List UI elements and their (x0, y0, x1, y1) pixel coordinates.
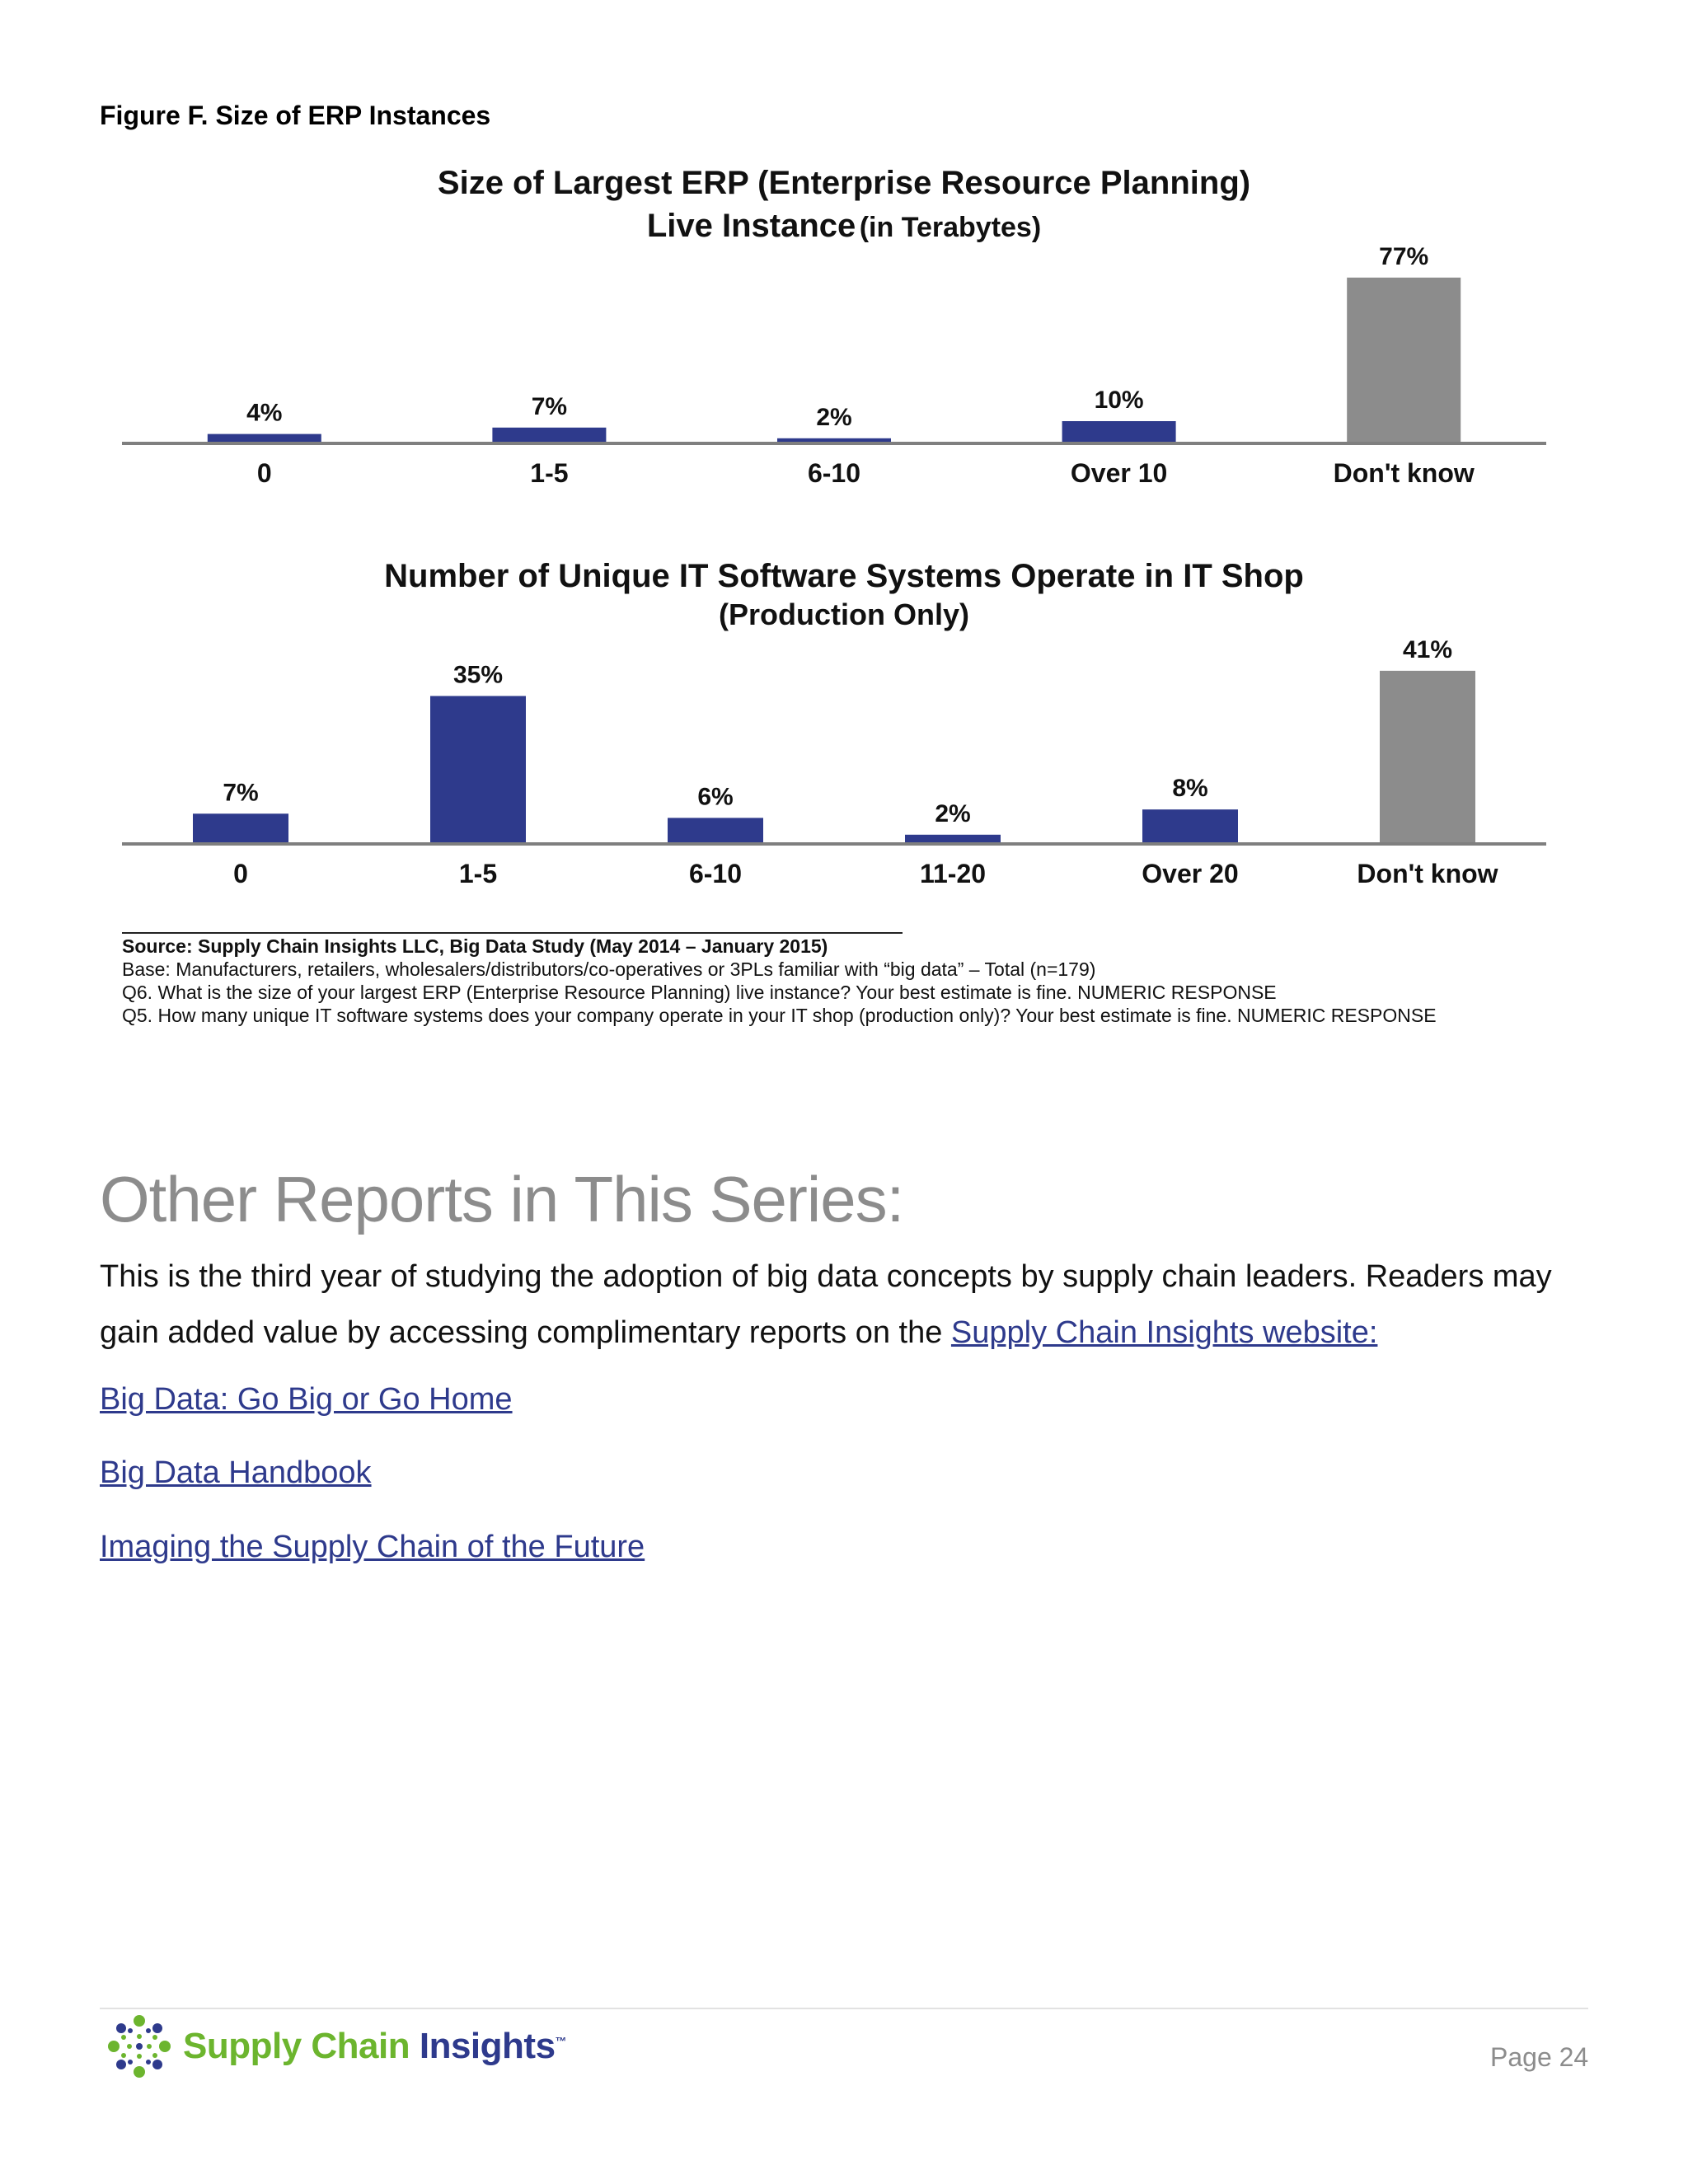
bar-1 (492, 428, 606, 443)
bar-1 (430, 696, 526, 844)
data-label-4: 8% (1172, 775, 1208, 803)
category-label-1: 1-5 (458, 859, 498, 888)
data-label-1: 7% (531, 392, 568, 420)
report-link-future[interactable]: Imaging the Supply Chain of the Future (100, 1530, 645, 1564)
category-label-2: 6-10 (807, 458, 861, 488)
data-label-0: 7% (223, 779, 259, 807)
chart-subtitle-unit: (in Terabytes) (859, 212, 1042, 243)
data-label-2: 6% (697, 783, 734, 811)
page-number: Page 24 (1490, 2042, 1589, 2072)
category-label-4: Don't know (1333, 458, 1475, 488)
question-q5: Q5. How many unique IT software systems does your company operate in your IT shop (production only)? Your best estimate is fine. NUMERIC RESPONSE (122, 1005, 1437, 1026)
chart-title: Number of Unique IT Software Systems Operate in IT Shop (384, 558, 1304, 594)
category-label-3: 11-20 (919, 859, 987, 888)
trademark-symbol: ™ (555, 2034, 567, 2048)
source-line: Source: Supply Chain Insights LLC, Big Data Study (May 2014 – January 2015) (122, 935, 828, 957)
data-label-1: 35% (452, 661, 504, 689)
source-divider (122, 932, 903, 934)
category-label-4: Over 20 (1142, 859, 1239, 888)
chart-subtitle (647, 208, 1041, 244)
intro-paragraph (100, 1249, 1616, 1361)
section-heading: Other Reports in This Series: (100, 1163, 904, 1235)
bar-3 (1062, 421, 1176, 443)
logo-icon (104, 2011, 175, 2082)
bar-3 (905, 835, 1001, 843)
category-label-1: 1-5 (530, 458, 569, 488)
logo-wordmark (183, 2026, 566, 2067)
footer-divider (100, 2008, 1588, 2009)
bar-5 (1380, 671, 1475, 843)
base-line: Base: Manufacturers, retailers, wholesalers/distributors/co-operatives or 3PLs familiar with “big data” – Total (n=179) (122, 958, 1096, 980)
data-label-5: 41% (1402, 635, 1453, 663)
bar-0 (208, 434, 321, 443)
question-q6: Q6. What is the size of your largest ERP (Enterprise Resource Planning) live instance? Your best estimate is fine. NUMERIC RESPONSE (122, 982, 1277, 1003)
category-label-5: Don't know (1357, 859, 1498, 888)
chart-title: Size of Largest ERP (Enterprise Resource Planning) (437, 165, 1251, 201)
website-link[interactable]: Supply Chain Insights website: (950, 1315, 1378, 1350)
data-label-3: 10% (1094, 387, 1144, 414)
bar-4 (1142, 809, 1238, 843)
bar-2 (668, 818, 763, 843)
report-link-handbook[interactable]: Big Data Handbook (100, 1455, 372, 1490)
chart-subtitle: (Production Only) (719, 598, 969, 631)
intro-text: This is the third year of studying the adoption of big data concepts by supply chain leaders. Readers may gain added value by accessing complimentary reports on the (100, 1259, 1552, 1350)
category-label-0: 0 (256, 458, 272, 488)
data-label-0: 4% (246, 399, 283, 427)
company-logo (104, 2011, 566, 2082)
bar-4 (1347, 278, 1461, 443)
chart-subtitle-main: Live Instance (646, 208, 856, 244)
it-systems-chart (0, 544, 1688, 890)
data-label-3: 2% (935, 799, 971, 827)
logo-word-supply-chain: Supply Chain (183, 2026, 410, 2066)
category-label-2: 6-10 (688, 859, 743, 888)
data-label-2: 2% (816, 403, 852, 431)
data-label-4: 77% (1379, 242, 1429, 270)
bar-0 (193, 813, 288, 843)
figure-caption: Figure F. Size of ERP Instances (100, 101, 491, 130)
category-label-0: 0 (233, 859, 248, 888)
source-notes (122, 935, 1573, 1027)
category-label-3: Over 10 (1070, 458, 1168, 488)
logo-word-insights: Insights (419, 2026, 556, 2066)
report-link-go-big[interactable]: Big Data: Go Big or Go Home (100, 1382, 513, 1417)
